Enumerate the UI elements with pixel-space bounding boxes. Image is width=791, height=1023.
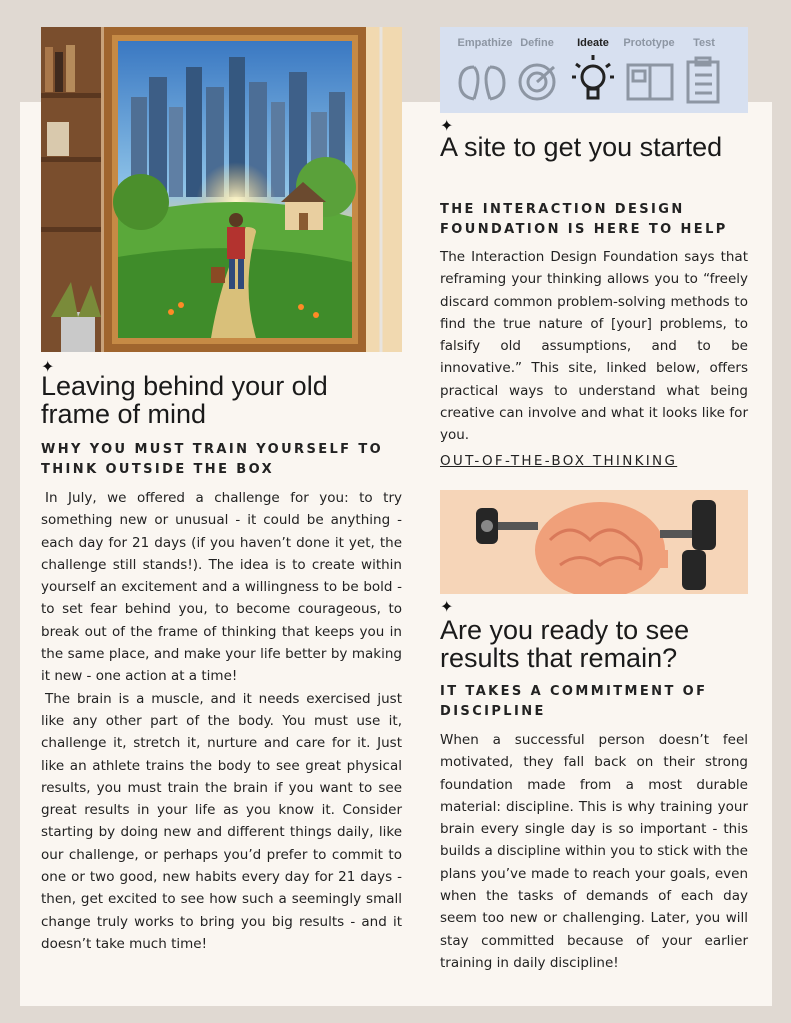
left-paragraph-1: In July, we offered a challenge for you: to try something new or unusual - it could be anything - each day for 21 days (if you haven’t done it yet, the challenge still stands!). The idea is to create within yourself an excitement and a willingness to be bold - to set fear behind you, to become courageous, to break out of the frame of thinking that keeps you in the same place, and make your life better by making it new - one action at a time! bbox=[41, 490, 402, 685]
stage-label-ideate: Ideate bbox=[577, 37, 609, 49]
test-checklist-icon bbox=[688, 58, 718, 102]
right-top-body: The Interaction Design Foundation says that reframing your thinking allows you to “freely discard common problem-solving methods to find the true nature of [your] problems, to falsify old assumptions, and to be innovative.” This site, linked below, offers practical ways to understand what being creative can involve and what it looks like for you. bbox=[440, 249, 748, 444]
stage-label-test: Test bbox=[693, 37, 715, 49]
brain-dumbbell-image bbox=[440, 490, 748, 594]
stage-label-empathize: Empathize bbox=[457, 37, 513, 49]
out-of-the-box-thinking-link[interactable]: OUT-OF-THE-BOX THINKING bbox=[440, 453, 678, 469]
right-top-title: A site to get you started bbox=[440, 132, 723, 162]
right-bottom-body: When a successful person doesn’t feel motivated, they fall back on their strong foundation made from a most durable material: discipline. This is why training your brain every single day is so important - this builds a discipline within you to stick with the plans you’ve made to reach your goals, even when the tasks of demands of each day seem too new or challenging. Later, you will stay committed because of your earlier training in daily discipline! bbox=[440, 732, 748, 971]
left-paragraph-2: The brain is a muscle, and it needs exercised just like any other part of the body. You must use it, challenge it, stretch it, nurture and care for it. Just like an athlete trains the body to see great physical results, you must train the brain if you want to see great results in your life as you know it. Consider starting by doing new and different things daily, like our challenge, or perhaps you’d prefer to commit to one or two good, new habits every day for 21 days - then, get excited to see how such a seemingly small change truly works to bring you big results - and it doesn’t take much time! bbox=[41, 690, 402, 952]
empathize-icon bbox=[460, 67, 504, 99]
sparkle-icon: ✦ bbox=[440, 116, 454, 135]
sparkle-icon: ✦ bbox=[440, 597, 454, 616]
right-top-subtitle: THE INTERACTION DESIGN FOUNDATION IS HERE TO HELP bbox=[440, 202, 728, 237]
sparkle-icon: ✦ bbox=[41, 357, 55, 376]
stage-label-prototype: Prototype bbox=[623, 37, 675, 49]
right-bottom-title: Are you ready to see results that remain? bbox=[440, 615, 690, 673]
left-article-title: Leaving behind your old frame of mind bbox=[41, 371, 328, 429]
bottom-band bbox=[0, 1006, 791, 1023]
right-bottom-subtitle: IT TAKES A COMMITMENT OF DISCIPLINE bbox=[440, 684, 708, 719]
left-article-body bbox=[41, 487, 402, 955]
ideate-lightbulb-icon bbox=[572, 55, 614, 98]
stage-label-define: Define bbox=[520, 37, 554, 49]
design-thinking-stages-image bbox=[440, 27, 748, 113]
hero-image-frame-doorway bbox=[41, 27, 402, 352]
left-article-subtitle: WHY YOU MUST TRAIN YOURSELF TO THINK OUTSIDE THE BOX bbox=[41, 442, 384, 477]
prototype-icon bbox=[628, 65, 672, 99]
define-target-icon bbox=[520, 65, 554, 99]
